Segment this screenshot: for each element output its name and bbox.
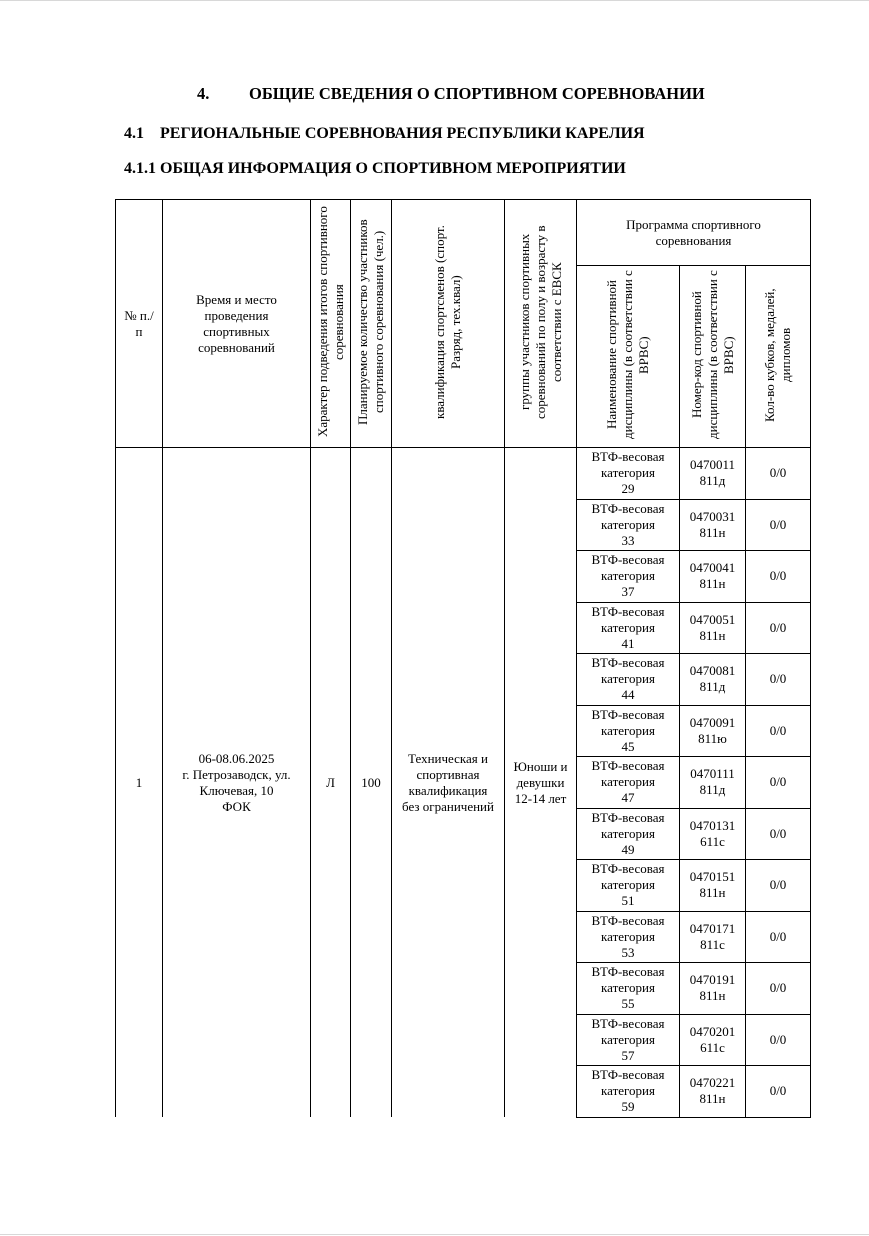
- table-row: [116, 448, 811, 500]
- discipline-weight: 33: [621, 532, 635, 548]
- discipline-code-line1: 0470201: [689, 1023, 736, 1039]
- header-character: [311, 200, 351, 448]
- discipline-name-line2: категория: [601, 465, 655, 481]
- event-groups-text: Юноши и девушки 12-14 лет: [513, 758, 568, 806]
- subsection-number: 4.1: [124, 125, 144, 142]
- discipline-name-line1: ВТФ-весовая: [591, 758, 665, 774]
- discipline-cups-text: 0/0: [769, 774, 787, 790]
- discipline-weight: 57: [621, 1047, 635, 1063]
- discipline-cups: [746, 448, 811, 500]
- discipline-cups: [746, 963, 811, 1015]
- section-heading: [197, 84, 705, 104]
- discipline-name-line2: категория: [601, 877, 655, 893]
- header-qualification: [392, 200, 505, 448]
- discipline-name-line2: категория: [601, 928, 655, 944]
- discipline-cups-text: 0/0: [769, 619, 787, 635]
- discipline-code-line2: 811н: [699, 627, 726, 643]
- discipline-cups: [746, 1014, 811, 1066]
- header-groups-text: группы участников спортивных соревнований по полу и возрасту в соответствии с ЕВСК: [516, 224, 564, 419]
- discipline-cups: [746, 602, 811, 654]
- discipline-name: [577, 911, 680, 963]
- discipline-weight: 51: [621, 893, 635, 909]
- section-number: 4.: [197, 84, 210, 103]
- discipline-name-line1: ВТФ-весовая: [591, 912, 665, 928]
- discipline-code-line2: 811н: [699, 1091, 726, 1107]
- discipline-name-line1: ВТФ-весовая: [591, 552, 665, 568]
- discipline-code-line1: 0470091: [689, 714, 736, 730]
- discipline-code-line2: 811ю: [698, 730, 727, 746]
- discipline-cups-text: 0/0: [769, 1083, 787, 1099]
- discipline-cups-text: 0/0: [769, 465, 787, 481]
- discipline-name-line1: ВТФ-весовая: [591, 603, 665, 619]
- discipline-code-line2: 611с: [700, 1039, 725, 1055]
- discipline-code: [680, 448, 746, 500]
- discipline-name-line1: ВТФ-весовая: [591, 655, 665, 671]
- discipline-code-line1: 0470131: [689, 817, 736, 833]
- discipline-code-line1: 0470151: [689, 869, 736, 885]
- discipline-code-line1: 0470081: [689, 663, 736, 679]
- discipline-cups: [746, 757, 811, 809]
- discipline-cups-text: 0/0: [769, 722, 787, 738]
- discipline-code-line1: 0470031: [689, 508, 736, 524]
- event-venue: ФОК: [222, 798, 251, 814]
- discipline-name: [577, 1014, 680, 1066]
- discipline-cups: [746, 551, 811, 603]
- discipline-name-line2: категория: [601, 774, 655, 790]
- header-qualification-text: квалификация спортсменов (спорт. Разряд, тех.квал): [432, 224, 463, 419]
- discipline-name: [577, 654, 680, 706]
- discipline-weight: 45: [621, 738, 635, 754]
- subsubsection-heading: 4.1.1 ОБЩАЯ ИНФОРМАЦИЯ О СПОРТИВНОМ МЕРОПРИЯТИИ: [124, 160, 626, 177]
- header-discipline-code: [680, 266, 746, 448]
- event-time-place: [163, 448, 311, 1118]
- header-time-place-text: Время и место проведения спортивных соревнований: [196, 291, 277, 355]
- discipline-weight: 29: [621, 481, 635, 497]
- discipline-name: [577, 499, 680, 551]
- discipline-name: [577, 448, 680, 500]
- discipline-name-line1: ВТФ-весовая: [591, 861, 665, 877]
- page-bottom-edge: [0, 1234, 869, 1235]
- discipline-name-line1: ВТФ-весовая: [591, 964, 665, 980]
- header-discipline-code-text: Номер-код спортивной дисциплины (в соответствии с ВРВС): [688, 270, 736, 439]
- header-program: [577, 200, 811, 266]
- discipline-weight: 41: [621, 635, 635, 651]
- discipline-weight: 53: [621, 944, 635, 960]
- discipline-code-line1: 0470221: [689, 1075, 736, 1091]
- discipline-code: [680, 499, 746, 551]
- header-program-text: Программа спортивного соревнования: [626, 216, 761, 248]
- event-character: [311, 448, 351, 1118]
- discipline-code-line1: 0470171: [689, 920, 736, 936]
- discipline-cups: [746, 911, 811, 963]
- event-date: 06-08.06.2025: [198, 750, 275, 766]
- discipline-name: [577, 860, 680, 912]
- header-num: [116, 200, 163, 448]
- discipline-weight: 37: [621, 584, 635, 600]
- discipline-code: [680, 1014, 746, 1066]
- discipline-name: [577, 757, 680, 809]
- event-planned-text: 100: [361, 774, 381, 790]
- header-cups-text: Кол-во кубков, медалей, дипломов: [762, 287, 793, 422]
- discipline-cups: [746, 808, 811, 860]
- event-num: [116, 448, 163, 1118]
- discipline-code: [680, 551, 746, 603]
- discipline-code-line2: 811н: [699, 885, 726, 901]
- subsection-title: РЕГИОНАЛЬНЫЕ СОРЕВНОВАНИЯ РЕСПУБЛИКИ КАРЕЛИЯ: [160, 125, 645, 142]
- event-qualification: [392, 448, 505, 1118]
- discipline-code-line2: 811д: [699, 473, 726, 489]
- header-planned-text: Планируемое количество участников спортивного соревнования (чел.): [355, 218, 386, 425]
- event-place: г. Петрозаводск, ул. Ключевая, 10: [182, 766, 291, 798]
- discipline-cups-text: 0/0: [769, 980, 787, 996]
- discipline-code: [680, 963, 746, 1015]
- discipline-code-line1: 0470191: [689, 972, 736, 988]
- discipline-code-line1: 0470041: [689, 560, 736, 576]
- discipline-code-line2: 811н: [699, 524, 726, 540]
- discipline-name-line2: категория: [601, 825, 655, 841]
- discipline-name-line2: категория: [601, 980, 655, 996]
- discipline-code: [680, 911, 746, 963]
- discipline-code-line1: 0470051: [689, 611, 736, 627]
- discipline-name-line1: ВТФ-весовая: [591, 500, 665, 516]
- discipline-cups: [746, 1066, 811, 1118]
- discipline-name-line1: ВТФ-весовая: [591, 449, 665, 465]
- discipline-cups-text: 0/0: [769, 928, 787, 944]
- discipline-code-line2: 811н: [699, 988, 726, 1004]
- competition-table: [115, 199, 811, 1118]
- discipline-code: [680, 1066, 746, 1118]
- discipline-cups-text: 0/0: [769, 825, 787, 841]
- discipline-weight: 44: [621, 687, 635, 703]
- discipline-name-line1: ВТФ-весовая: [591, 706, 665, 722]
- discipline-code-line2: 811с: [700, 936, 725, 952]
- header-groups: [505, 200, 577, 448]
- discipline-cups-text: 0/0: [769, 671, 787, 687]
- discipline-name-line2: категория: [601, 516, 655, 532]
- discipline-name-line1: ВТФ-весовая: [591, 809, 665, 825]
- discipline-code: [680, 860, 746, 912]
- subsection-heading: [124, 125, 645, 143]
- header-cups: [746, 266, 811, 448]
- discipline-name: [577, 963, 680, 1015]
- discipline-name: [577, 808, 680, 860]
- header-num-text: № п./п: [124, 307, 154, 339]
- discipline-weight: 55: [621, 996, 635, 1012]
- discipline-code-line2: 611с: [700, 833, 725, 849]
- discipline-code-line2: 811н: [699, 576, 726, 592]
- discipline-name-line2: категория: [601, 722, 655, 738]
- discipline-name-line2: категория: [601, 568, 655, 584]
- discipline-name-line2: категория: [601, 1031, 655, 1047]
- discipline-cups-text: 0/0: [769, 1031, 787, 1047]
- discipline-code-line2: 811д: [699, 679, 726, 695]
- discipline-code-line2: 811д: [699, 782, 726, 798]
- header-time-place: [163, 200, 311, 448]
- discipline-name-line1: ВТФ-весовая: [591, 1015, 665, 1031]
- discipline-weight: 59: [621, 1099, 635, 1115]
- header-character-text: Характер подведения итогов спортивного соревнования: [314, 206, 346, 437]
- header-discipline-name-text: Наименование спортивной дисциплины (в соответствии с ВРВС): [604, 270, 651, 439]
- section-title: ОБЩИЕ СВЕДЕНИЯ О СПОРТИВНОМ СОРЕВНОВАНИИ: [249, 84, 705, 103]
- page-top-edge: [0, 0, 869, 1]
- discipline-weight: 49: [621, 841, 635, 857]
- discipline-code: [680, 757, 746, 809]
- header-row-1: [116, 200, 811, 266]
- discipline-code-line1: 0470011: [689, 457, 736, 473]
- event-character-text: Л: [326, 774, 335, 790]
- discipline-code: [680, 602, 746, 654]
- discipline-name-line2: категория: [601, 619, 655, 635]
- event-groups: [505, 448, 577, 1118]
- discipline-cups: [746, 705, 811, 757]
- event-planned: [351, 448, 392, 1118]
- discipline-name: [577, 602, 680, 654]
- discipline-name: [577, 551, 680, 603]
- event-num-text: 1: [135, 774, 143, 790]
- header-discipline-name: [577, 266, 680, 448]
- discipline-name-line2: категория: [601, 1083, 655, 1099]
- header-planned: [351, 200, 392, 448]
- discipline-cups-text: 0/0: [769, 877, 787, 893]
- discipline-cups: [746, 860, 811, 912]
- discipline-name: [577, 705, 680, 757]
- discipline-code-line1: 0470111: [690, 766, 735, 782]
- discipline-name-line2: категория: [601, 671, 655, 687]
- discipline-name-line1: ВТФ-весовая: [591, 1067, 665, 1083]
- discipline-name: [577, 1066, 680, 1118]
- discipline-code: [680, 808, 746, 860]
- discipline-cups-text: 0/0: [769, 568, 787, 584]
- discipline-code: [680, 705, 746, 757]
- discipline-weight: 47: [621, 790, 635, 806]
- discipline-code: [680, 654, 746, 706]
- event-qualification-text: Техническая и спортивная квалификация без ограничений: [402, 750, 494, 814]
- discipline-cups: [746, 654, 811, 706]
- discipline-cups-text: 0/0: [769, 516, 787, 532]
- discipline-cups: [746, 499, 811, 551]
